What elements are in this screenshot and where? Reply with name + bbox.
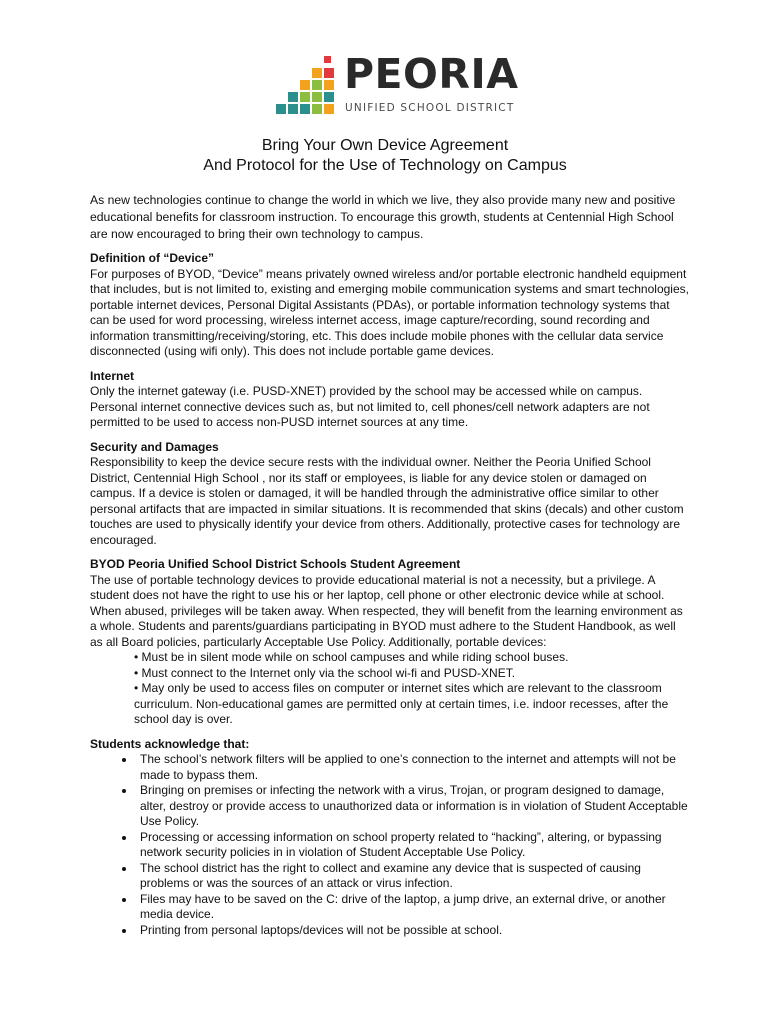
acknowledge-item: • Files may have to be saved on the C: drive of the laptop, a jump drive, an external drive, or another media device. <box>136 892 690 923</box>
document-body <box>90 192 690 947</box>
security-body: Responsibility to keep the device secure rests with the individual owner. Neither the Peoria Unified School District, Centennial High School , nor its staff or employees, is liable for any device stolen or damaged on campus. If a device is stolen or damaged, it will be handled through the administrative office similar to other personal artifacts that are impacted in similar situations. It is recommended that skins (decals) and other custom touches are used to physically identify your device from others. Additionally, protective cases for technology are encouraged. <box>90 455 684 547</box>
title-line-2: And Protocol for the Use of Technology on Campus <box>203 157 567 174</box>
definition-body: For purposes of BYOD, “Device” means privately owned wireless and/or portable electronic handheld equipment that includes, but is not limited to, existing and emerging mobile communication systems and smart technologies, portable internet devices, Personal Digital Assistants (PDAs), or portable information technology systems that can be used for word processing, wireless internet access, image capture/recording, sound recording and information transmitting/receiving/storing, etc. This does include mobile phones with the cellular data service disconnected (using wifi only). This does not include portable game devices. <box>90 266 689 358</box>
acknowledge-item: • Bringing on premises or infecting the network with a virus, Trojan, or program designed to damage, alter, destroy or provide access to unauthorized data or information is in violation of Student Acceptable Use Policy. <box>136 783 690 830</box>
logo-wordmark: PEORIA <box>344 50 519 98</box>
document-title <box>0 136 770 176</box>
intro-paragraph: As new technologies continue to change the world in which we live, they also provide many new and positive educational benefits for classroom instruction. To encourage this growth, students at Centennial High School are now encouraged to bring their own technology to campus. <box>90 193 676 241</box>
district-logo <box>276 50 519 118</box>
acknowledge-item: • The school district has the right to collect and examine any device that is suspected of causing problems or was the sources of an attack or virus infection. <box>136 861 690 892</box>
acknowledge-list <box>90 752 690 938</box>
acknowledge-heading: Students acknowledge that: <box>90 736 250 751</box>
logo-subtitle: UNIFIED SCHOOL DISTRICT <box>345 102 515 114</box>
agreement-body: The use of portable technology devices to provide educational material is not a necessity, but a privilege. A student does not have the right to use his or her laptop, cell phone or other electronic device while at school. When abused, privileges will be taken away. When respected, they will benefit from the learning environment as a whole. Students and parents/guardians participating in BYOD must adhere to the Student Handbook, as well as all Board policies, particularly Acceptable Use Policy. Additionally, portable devices: <box>90 572 683 649</box>
acknowledge-section <box>90 737 690 939</box>
device-rule: • Must connect to the Internet only via the school wi-fi and PUSD-XNET. <box>134 665 516 680</box>
security-heading: Security and Damages <box>90 439 219 454</box>
security-section <box>90 440 690 549</box>
acknowledge-item: • The school’s network filters will be applied to one’s connection to the internet and attempts will not be made to bypass them. <box>136 752 690 783</box>
agreement-heading: BYOD Peoria Unified School District Schools Student Agreement <box>90 557 461 571</box>
agreement-section <box>90 557 690 728</box>
internet-heading: Internet <box>90 368 135 383</box>
acknowledge-item: • Printing from personal laptops/devices will not be possible at school. <box>136 923 690 939</box>
definition-heading: Definition of “Device” <box>90 251 215 265</box>
device-rules-list <box>90 650 690 728</box>
title-line-1: Bring Your Own Device Agreement <box>261 137 509 154</box>
definition-section <box>90 251 690 360</box>
device-rule: • Must be in silent mode while on school campuses and while riding school buses. <box>134 650 569 664</box>
internet-section <box>90 369 690 431</box>
internet-body: Only the internet gateway (i.e. PUSD-XNET) provided by the school may be accessed while on campus. Personal internet connective devices such as, but not limited to, cell phones/cell network adapters are not permitted to be used to access non-PUSD internet sources at any time. <box>90 384 650 429</box>
device-rule: • May only be used to access files on computer or internet sites which are relevant to the classroom curriculum. Non-educational games are permitted only at certain times, i.e. indoor recesses, after the school day is over. <box>134 681 669 726</box>
acknowledge-item: • Processing or accessing information on school property related to “hacking”, altering, or bypassing network security policies in in violation of Student Acceptable Use Policy. <box>136 830 690 861</box>
